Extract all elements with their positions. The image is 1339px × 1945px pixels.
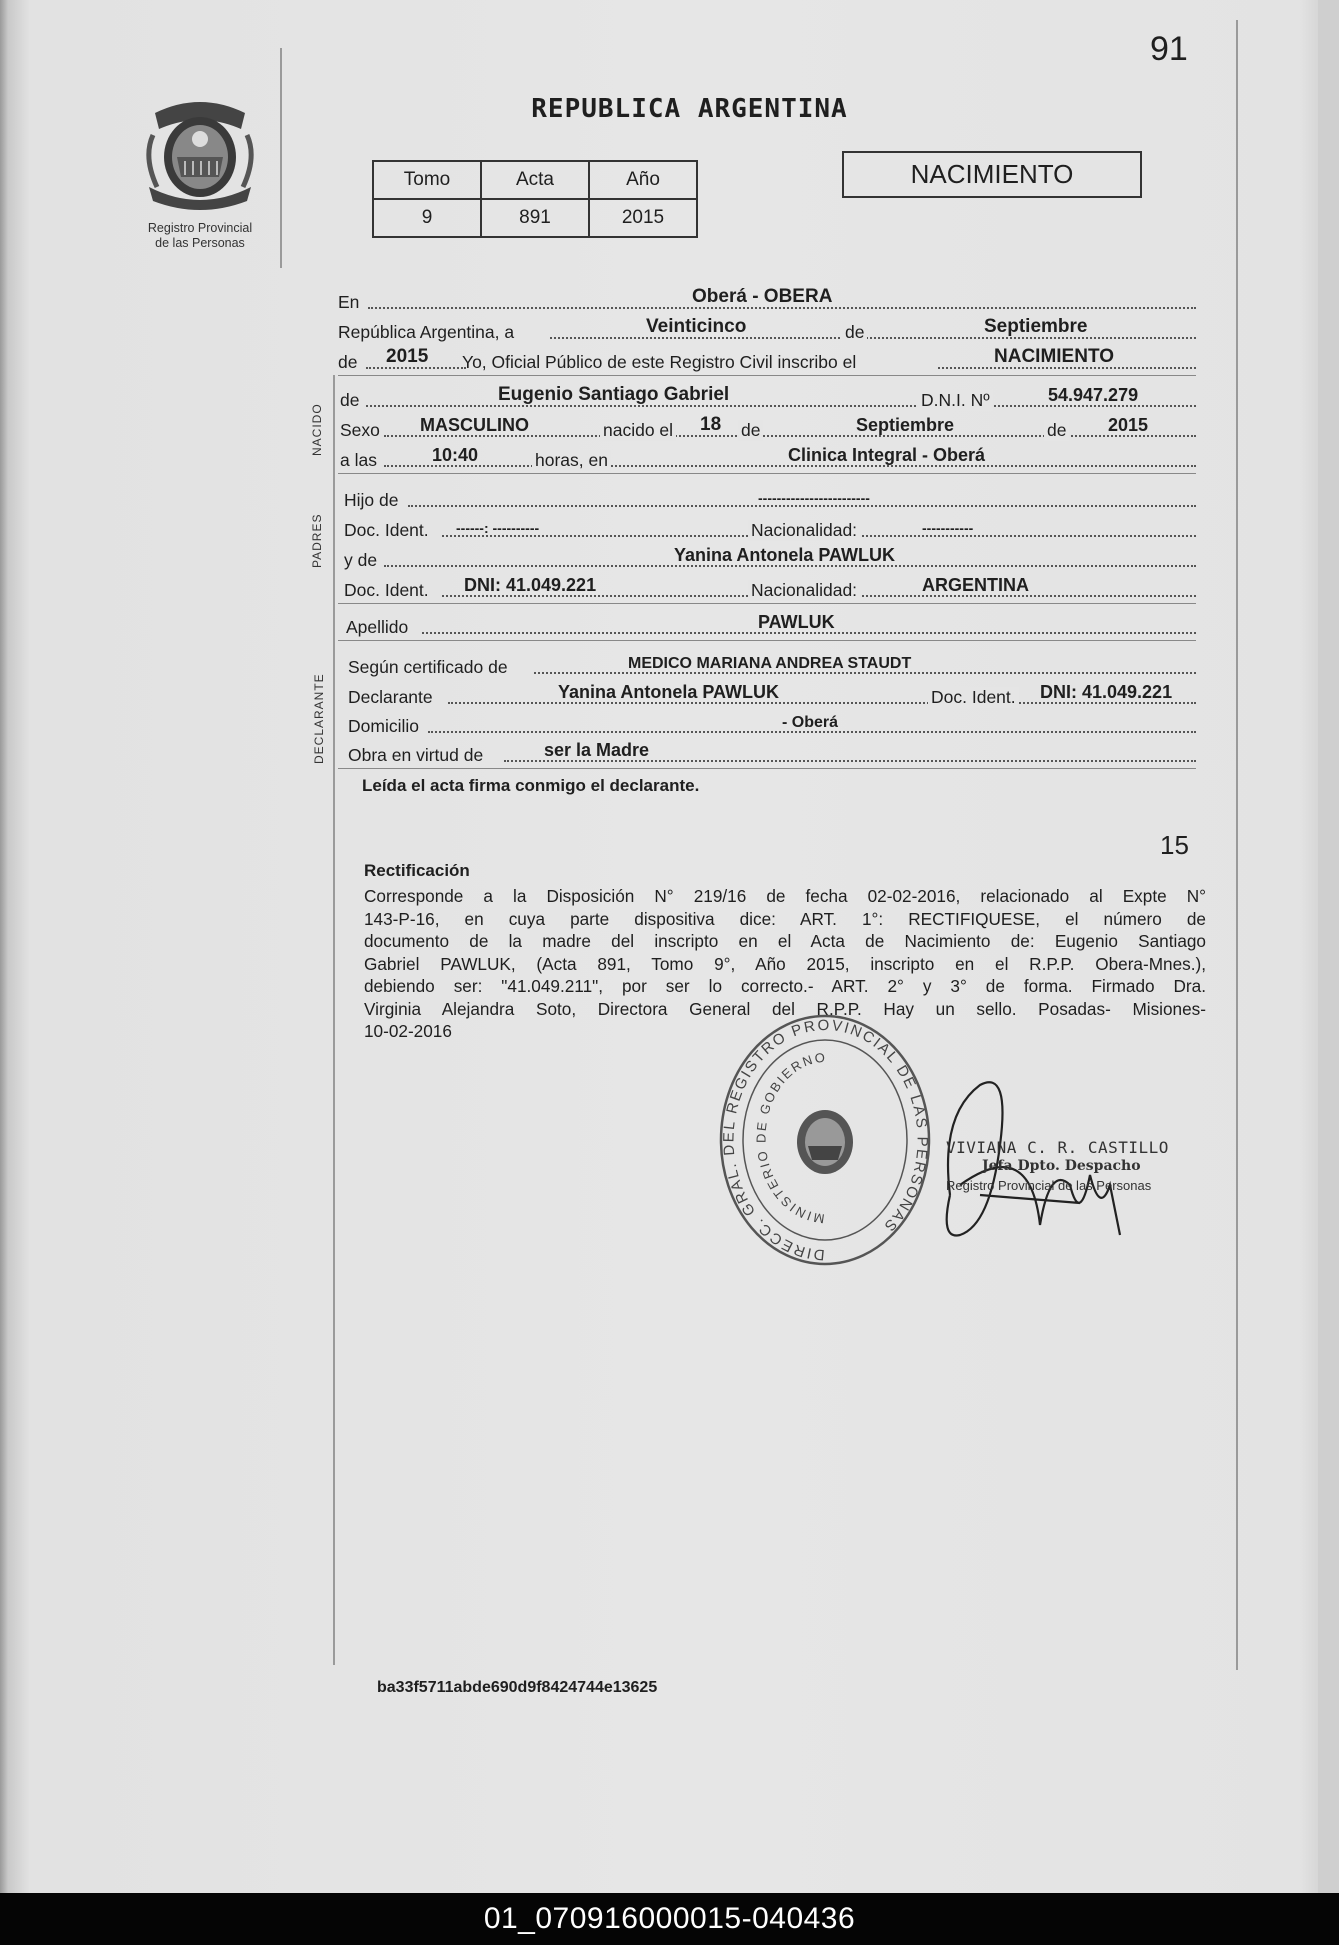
rectification-line: Corresponde a la Disposición N° 219/16 de fecha 02-02-2016, relacionado al Expte N° <box>364 886 1206 906</box>
rectification-line: Virginia Alejandra Soto, Directora General del R.P.P. Hay un sello. Posadas- Misiones- <box>364 998 1206 1019</box>
form-row-mother-doc <box>338 575 1196 601</box>
field-label: Obra en virtud de <box>348 745 484 765</box>
birth-place-value: Clinica Integral - Oberá <box>788 445 986 465</box>
acta-value: 891 <box>481 199 589 237</box>
header-tomo: Tomo <box>373 161 481 199</box>
stamp-role: Jefa Dpto. Despacho <box>982 1158 1141 1174</box>
birth-time-value: 10:40 <box>432 445 479 465</box>
form-row-capacity <box>338 740 1196 766</box>
field-label: Yo, Oficial Público de este Registro Civil inscribo el <box>462 352 857 372</box>
country-heading: REPUBLICA ARGENTINA <box>531 94 848 124</box>
field-label: y de <box>344 550 378 570</box>
birth-year-value: 2015 <box>1108 415 1149 435</box>
certificate-value: MEDICO MARIANA ANDREA STAUDT <box>628 655 912 672</box>
document-id-footer: 01_070916000015-040436 <box>0 1893 1339 1945</box>
field-label: Según certificado de <box>348 657 508 677</box>
form-row-certificate <box>338 652 1196 678</box>
field-label: de <box>340 390 360 410</box>
form-row-declarant <box>338 682 1196 708</box>
field-label: de <box>1044 420 1069 441</box>
form-row-mother <box>338 545 1196 571</box>
place-value: Oberá - OBERA <box>692 286 833 307</box>
field-label: En <box>338 292 360 312</box>
year-value: 2015 <box>386 346 429 367</box>
caption-line: de las Personas <box>155 236 245 250</box>
declarant-doc-value: DNI: 41.049.221 <box>1040 682 1173 702</box>
register-table <box>372 160 698 238</box>
stamp-org: Registro Provincial de las Personas <box>946 1178 1152 1193</box>
field-label: a las <box>340 450 377 470</box>
provincial-coat-of-arms-icon <box>135 95 265 215</box>
father-doc-value: ------: ---------- <box>456 520 540 536</box>
form-row-act <box>338 347 1196 373</box>
official-stamp <box>946 1138 1169 1195</box>
section-label-declarante: DECLARANTE <box>312 673 326 764</box>
form-row-father-doc <box>338 515 1196 541</box>
form-row-birth <box>338 415 1196 441</box>
page-edge <box>1318 0 1339 1893</box>
domicile-value: - Oberá <box>782 714 839 731</box>
child-dni-value: 54.947.279 <box>1048 385 1139 405</box>
margin-rule <box>333 375 335 1665</box>
father-nationality-value: ----------- <box>922 520 974 536</box>
field-label: Hijo de <box>344 490 399 510</box>
declarant-value: Yanina Antonela PAWLUK <box>558 682 780 702</box>
header-ano: Año <box>589 161 697 199</box>
stamp-name: VIVIANA C. R. CASTILLO <box>946 1138 1169 1157</box>
margin-rule <box>1236 20 1238 1670</box>
mother-name-value: Yanina Antonela PAWLUK <box>674 545 896 565</box>
divider <box>338 375 1196 376</box>
form-row-surname <box>338 612 1196 638</box>
child-name-value: Eugenio Santiago Gabriel <box>498 384 730 405</box>
birth-day-value: 18 <box>700 414 722 435</box>
birth-month-value: Septiembre <box>856 415 955 435</box>
tomo-value: 9 <box>373 199 481 237</box>
margin-rule <box>280 48 282 268</box>
form-row-child <box>338 385 1196 411</box>
field-label: Declarante <box>348 687 433 707</box>
field-label: Apellido <box>346 617 409 637</box>
divider <box>338 473 1196 474</box>
header-acta: Acta <box>481 161 589 199</box>
field-label: Nacionalidad: <box>748 580 860 601</box>
caption-line: Registro Provincial <box>147 221 253 235</box>
rectification-line: debiendo ser: "41.049.211", por ser lo correcto.- ART. 2° y 3° de forma. Firmado Dra. <box>364 976 1206 996</box>
divider <box>338 640 1196 641</box>
day-value: Veinticinco <box>646 316 747 337</box>
sex-value: MASCULINO <box>420 415 529 435</box>
seal-outer-text: DIRECC. GRAL. DEL REGISTRO PROVINCIAL DE LAS PERSONAS <box>720 1016 931 1264</box>
form-row-father <box>338 485 1196 511</box>
divider <box>338 768 1196 769</box>
rectification-line: Gabriel PAWLUK, (Acta 891, Tomo 9°, Año 2015, inscripto en el R.P.P. Obera-Mnes.), <box>364 953 1206 974</box>
section-label-nacido: NACIDO <box>310 403 324 456</box>
field-label: nacido el <box>600 420 676 441</box>
father-name-value: ------------------------ <box>758 490 870 506</box>
record-type-box: NACIMIENTO <box>842 151 1142 198</box>
mother-doc-value: DNI: 41.049.221 <box>464 575 597 595</box>
field-label: Sexo <box>340 420 380 440</box>
field-label: de <box>338 352 358 372</box>
field-label: Nacionalidad: <box>748 520 860 541</box>
field-label: Doc. Ident. <box>928 687 1019 708</box>
form-row-place-time <box>338 445 1196 471</box>
rectification-line: 143-P-16, en cuya parte dispositiva dice: ART. 1°: RECTIFIQUESE, el número de <box>364 908 1206 929</box>
rectification-line: documento de la madre del inscripto en el Acta de Nacimiento de: Eugenio Santiago <box>364 931 1206 951</box>
seal-inner-text: MINISTERIO DE GOBIERNO <box>753 1049 828 1227</box>
field-label: Doc. Ident. <box>344 580 429 600</box>
divider <box>338 603 1196 604</box>
official-seal-icon <box>718 1010 933 1270</box>
registry-caption <box>120 221 280 251</box>
field-label: Domicilio <box>348 716 419 736</box>
act-type-value: NACIMIENTO <box>994 346 1114 367</box>
field-label: de <box>842 322 867 343</box>
section-label-padres: PADRES <box>310 513 324 568</box>
closing-statement: Leída el acta firma conmigo el declarante. <box>362 776 700 795</box>
surname-value: PAWLUK <box>758 612 835 632</box>
field-label: Doc. Ident. <box>344 520 429 540</box>
rectification-title: Rectificación <box>364 861 470 880</box>
note-number: 15 <box>1160 830 1189 860</box>
field-label: de <box>738 420 763 441</box>
capacity-value: ser la Madre <box>544 740 650 760</box>
form-row-place <box>338 287 1196 313</box>
page-number: 91 <box>1150 30 1188 68</box>
month-value: Septiembre <box>984 316 1088 337</box>
ano-value: 2015 <box>589 199 697 237</box>
document-hash: ba33f5711abde690d9f8424744e13625 <box>377 1679 658 1696</box>
field-label: República Argentina, a <box>338 322 515 342</box>
field-label: D.N.I. Nº <box>918 390 993 411</box>
mother-nationality-value: ARGENTINA <box>922 575 1029 595</box>
field-label: horas, en <box>532 450 611 471</box>
form-row-date <box>338 317 1196 343</box>
form-row-domicile <box>338 711 1196 737</box>
rectification-line: 10-02-2016 <box>364 1021 452 1041</box>
